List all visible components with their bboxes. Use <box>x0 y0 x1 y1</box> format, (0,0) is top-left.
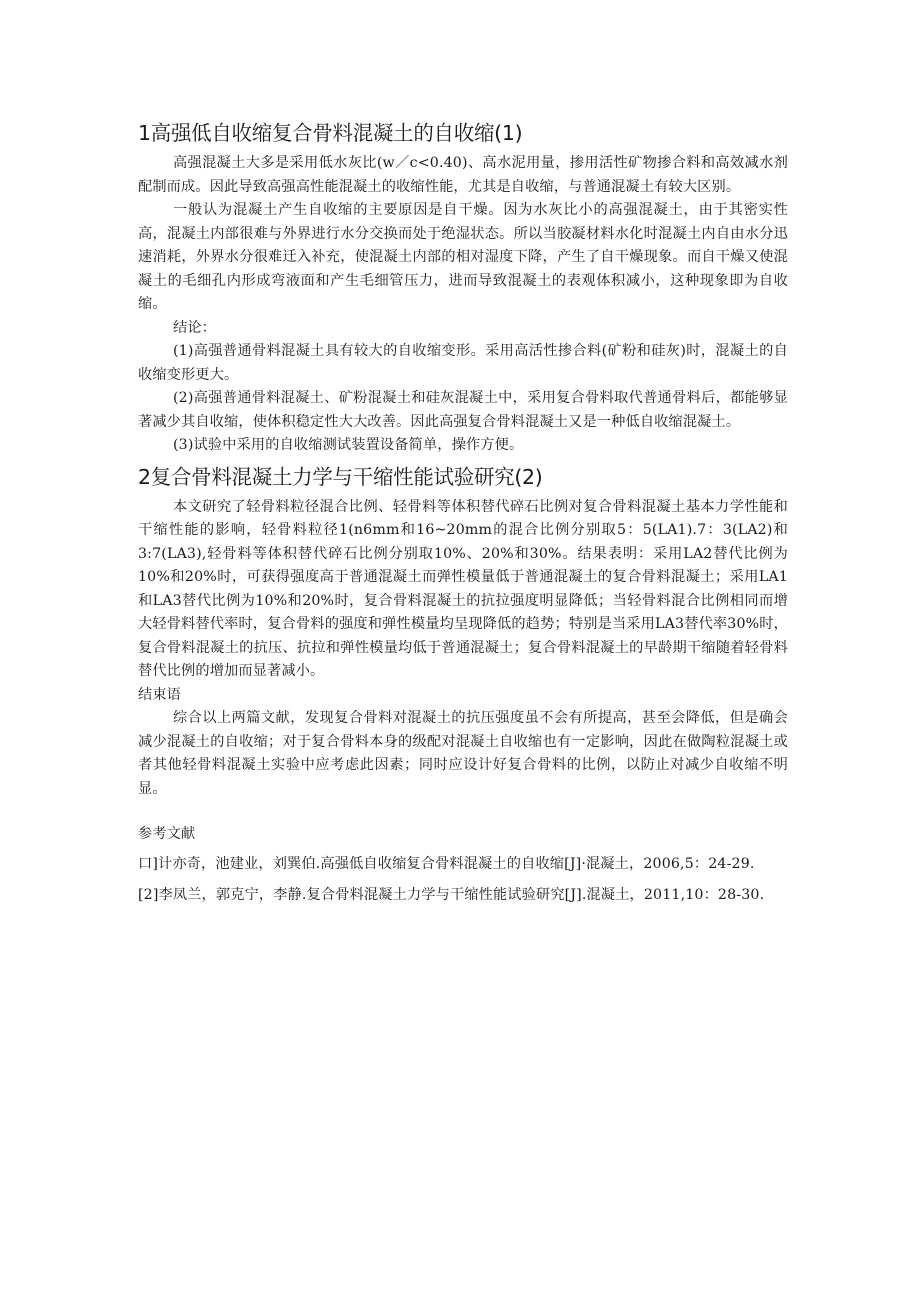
references-heading: 参考文献 <box>138 826 196 842</box>
closing-heading: 结束语 <box>138 686 182 703</box>
document-page <box>138 118 788 908</box>
conclusion-item-3: (3)试验中采用的自收缩测试装置设备简单，操作方便。 <box>173 437 524 453</box>
closing-paragraph: 综合以上两篇文献，发现复合骨料对混凝土的抗压强度虽不会有所提高，甚至会降低，但是确会减少混凝土的自收缩；对于复合骨料本身的级配对混凝土自收缩也有一定影响，因此在做陶粒混凝土或者其他轻骨料混凝土实验中应考虑此因素；同时应设计好复合骨料的比例，以防止对减少自收缩不明显。 <box>138 710 788 797</box>
section-2-heading: 2复合骨料混凝土力学与干缩性能试验研究(2) <box>138 464 543 489</box>
section-2-paragraph: 本文研究了轻骨料粒径混合比例、轻骨料等体积替代碎石比例对复合骨料混凝土基本力学性能和干缩性能的影响，轻骨料粒径1(n6mm和16~20mm的混合比例分别取5：5(LA1).7：3(LA2)和3:7(LA3),轻骨料等体积替代碎石比例分别取10%、20%和30%。结果表明：采用LA2替代比例为10%和20%时，可获得强度高于普通混凝土而弹性模量低于普通混凝土的复合骨料混凝土；采用LA1和LA3替代比例为10%和20%时，复合骨料混凝土的抗拉强度明显降低；当轻骨料混合比例相同而增大轻骨料替代率时，复合骨料的强度和弹性模量均呈现降低的趋势；特别是当采用LA3替代率30%时，复合骨料混凝土的抗压、抗拉和弹性模量均低于普通混凝土；复合骨料混凝土的早龄期干缩随着轻骨料替代比例的增加而显著减小。 <box>138 498 788 679</box>
conclusion-item-1: (1)高强普通骨料混凝土具有较大的自收缩变形。采用高活性掺合料(矿粉和硅灰)时，混凝土的自收缩变形更大。 <box>138 343 788 383</box>
conclusion-label: 结论： <box>173 319 217 336</box>
section-1-heading: 1高强低自收缩复合骨料混凝土的自收缩(1) <box>138 121 523 145</box>
reference-item-1: 口]计亦奇，池建业，刘巽伯.高强低自收缩复合骨料混凝土的自收缩[J]·混凝土，2006,5：24-29. <box>138 855 755 872</box>
reference-item-2: [2]李凤兰，郭克宁，李静.复合骨料混凝土力学与干缩性能试验研究[J].混凝土，2011,10：28-30. <box>138 887 765 903</box>
section-1-paragraph-2: 一般认为混凝土产生自收缩的主要原因是自干燥。因为水灰比小的高强混凝土，由于其密实性高，混凝土内部很难与外界进行水分交换而处于绝湿状态。所以当胶凝材料水化时混凝土内自由水分迅速消耗，外界水分很难迁入补充，使混凝土内部的相对湿度下降，产生了自干燥现象。而自干燥又使混凝土的毛细孔内形成弯液面和产生毛细管压力，进而导致混凝土的表观体积减小，这种现象即为自收缩。 <box>138 202 788 312</box>
spacer <box>138 801 788 823</box>
section-1-paragraph-1: 高强混凝土大多是采用低水灰比(w／c<0.40)、高水泥用量，掺用活性矿物掺合料和高效减水剂配制而成。因此导致高强高性能混凝土的收缩性能，尤其是自收缩，与普通混凝土有较大区别。 <box>138 155 788 195</box>
conclusion-item-2: (2)高强普通骨料混凝土、矿粉混凝土和硅灰混凝土中，采用复合骨料取代普通骨料后，都能够显著减少其自收缩，使体积稳定性大大改善。因此高强复合骨料混凝土又是一种低自收缩混凝土。 <box>138 390 788 430</box>
